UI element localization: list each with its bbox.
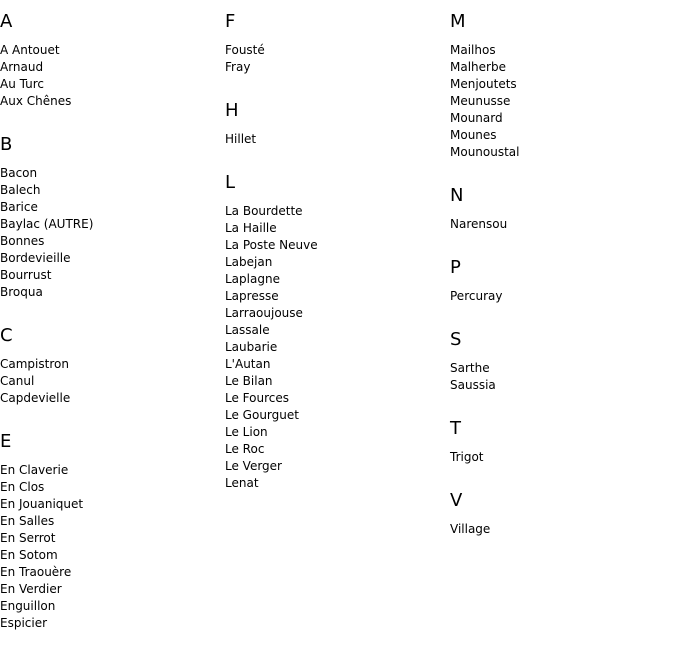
name-list [450, 42, 670, 161]
list-item[interactable]: Mounard [450, 111, 503, 125]
list-item[interactable]: En Claverie [0, 463, 69, 477]
list-item[interactable]: Village [450, 522, 491, 536]
letter-heading: L [225, 172, 236, 193]
list-item[interactable]: Narensou [450, 217, 508, 231]
list-item[interactable]: Barice [0, 200, 38, 214]
list-item[interactable]: Trigot [450, 450, 484, 464]
name-list [450, 521, 670, 538]
list-item[interactable]: En Salles [0, 514, 55, 528]
name-list [450, 360, 670, 394]
list-item[interactable]: Le Verger [225, 459, 282, 473]
letter-heading: N [450, 185, 464, 206]
name-list [225, 42, 445, 76]
list-item[interactable]: Mailhos [450, 43, 496, 57]
list-item[interactable]: Malherbe [450, 60, 506, 74]
name-list [225, 203, 445, 492]
index-column-3 [450, 11, 670, 562]
letter-heading: M [450, 11, 466, 32]
list-item[interactable]: Le Bilan [225, 374, 273, 388]
list-item[interactable]: Mounoustal [450, 145, 520, 159]
list-item[interactable]: Canul [0, 374, 35, 388]
index-column-1 [0, 11, 220, 656]
name-list [0, 462, 220, 632]
letter-group-e [0, 431, 220, 632]
name-list [0, 165, 220, 301]
letter-group-f [225, 11, 445, 76]
letter-heading: E [0, 431, 12, 452]
letter-group-t [450, 418, 670, 466]
list-item[interactable]: Sarthe [450, 361, 490, 375]
letter-heading: C [0, 325, 13, 346]
name-list [450, 216, 670, 233]
list-item[interactable]: Baylac (AUTRE) [0, 217, 94, 231]
list-item[interactable]: Bacon [0, 166, 38, 180]
list-item[interactable]: Espicier [0, 616, 48, 630]
letter-group-c [0, 325, 220, 407]
letter-heading: F [225, 11, 236, 32]
list-item[interactable]: L'Autan [225, 357, 271, 371]
list-item[interactable]: Enguillon [0, 599, 56, 613]
letter-group-b [0, 134, 220, 301]
index-column-2 [225, 11, 445, 516]
letter-group-p [450, 257, 670, 305]
list-item[interactable]: Bordevieille [0, 251, 71, 265]
list-item[interactable]: A Antouet [0, 43, 60, 57]
list-item[interactable]: Laubarie [225, 340, 278, 354]
name-list [450, 449, 670, 466]
list-item[interactable]: Aux Chênes [0, 94, 72, 108]
list-item[interactable]: En Sotom [0, 548, 58, 562]
name-list [450, 288, 670, 305]
list-item[interactable]: Le Fources [225, 391, 289, 405]
list-item[interactable]: En Serrot [0, 531, 56, 545]
letter-heading: P [450, 257, 461, 278]
list-item[interactable]: Laplagne [225, 272, 280, 286]
list-item[interactable]: En Jouaniquet [0, 497, 84, 511]
letter-heading: H [225, 100, 239, 121]
list-item[interactable]: Larraoujouse [225, 306, 303, 320]
list-item[interactable]: La Poste Neuve [225, 238, 318, 252]
letter-heading: B [0, 134, 13, 155]
letter-heading: V [450, 490, 463, 511]
list-item[interactable]: La Haille [225, 221, 277, 235]
letter-group-n [450, 185, 670, 233]
list-item[interactable]: Au Turc [0, 77, 45, 91]
list-item[interactable]: Bourrust [0, 268, 52, 282]
letter-group-h [225, 100, 445, 148]
list-item[interactable]: Labejan [225, 255, 273, 269]
list-item[interactable]: Hillet [225, 132, 257, 146]
list-item[interactable]: Le Lion [225, 425, 268, 439]
list-item[interactable]: Percuray [450, 289, 503, 303]
list-item[interactable]: Broqua [0, 285, 43, 299]
letter-heading: S [450, 329, 462, 350]
list-item[interactable]: Campistron [0, 357, 69, 371]
list-item[interactable]: Lapresse [225, 289, 279, 303]
list-item[interactable]: Mounes [450, 128, 497, 142]
list-item[interactable]: Saussia [450, 378, 496, 392]
name-list [225, 131, 445, 148]
list-item[interactable]: Le Gourguet [225, 408, 299, 422]
list-item[interactable]: En Clos [0, 480, 45, 494]
list-item[interactable]: Lenat [225, 476, 259, 490]
list-item[interactable]: Meunusse [450, 94, 511, 108]
name-list [0, 42, 220, 110]
list-item[interactable]: Capdevielle [0, 391, 71, 405]
list-item[interactable]: Arnaud [0, 60, 44, 74]
list-item[interactable]: En Verdier [0, 582, 62, 596]
letter-group-l [225, 172, 445, 492]
list-item[interactable]: Menjoutets [450, 77, 517, 91]
letter-group-v [450, 490, 670, 538]
name-list [0, 356, 220, 407]
list-item[interactable]: Fousté [225, 43, 265, 57]
letter-group-a [0, 11, 220, 110]
list-item[interactable]: Balech [0, 183, 41, 197]
letter-heading: T [450, 418, 461, 439]
list-item[interactable]: La Bourdette [225, 204, 303, 218]
list-item[interactable]: Bonnes [0, 234, 45, 248]
letter-group-m [450, 11, 670, 161]
list-item[interactable]: Lassale [225, 323, 270, 337]
list-item[interactable]: Fray [225, 60, 251, 74]
list-item[interactable]: En Traouère [0, 565, 72, 579]
list-item[interactable]: Le Roc [225, 442, 265, 456]
letter-heading: A [0, 11, 13, 32]
letter-group-s [450, 329, 670, 394]
